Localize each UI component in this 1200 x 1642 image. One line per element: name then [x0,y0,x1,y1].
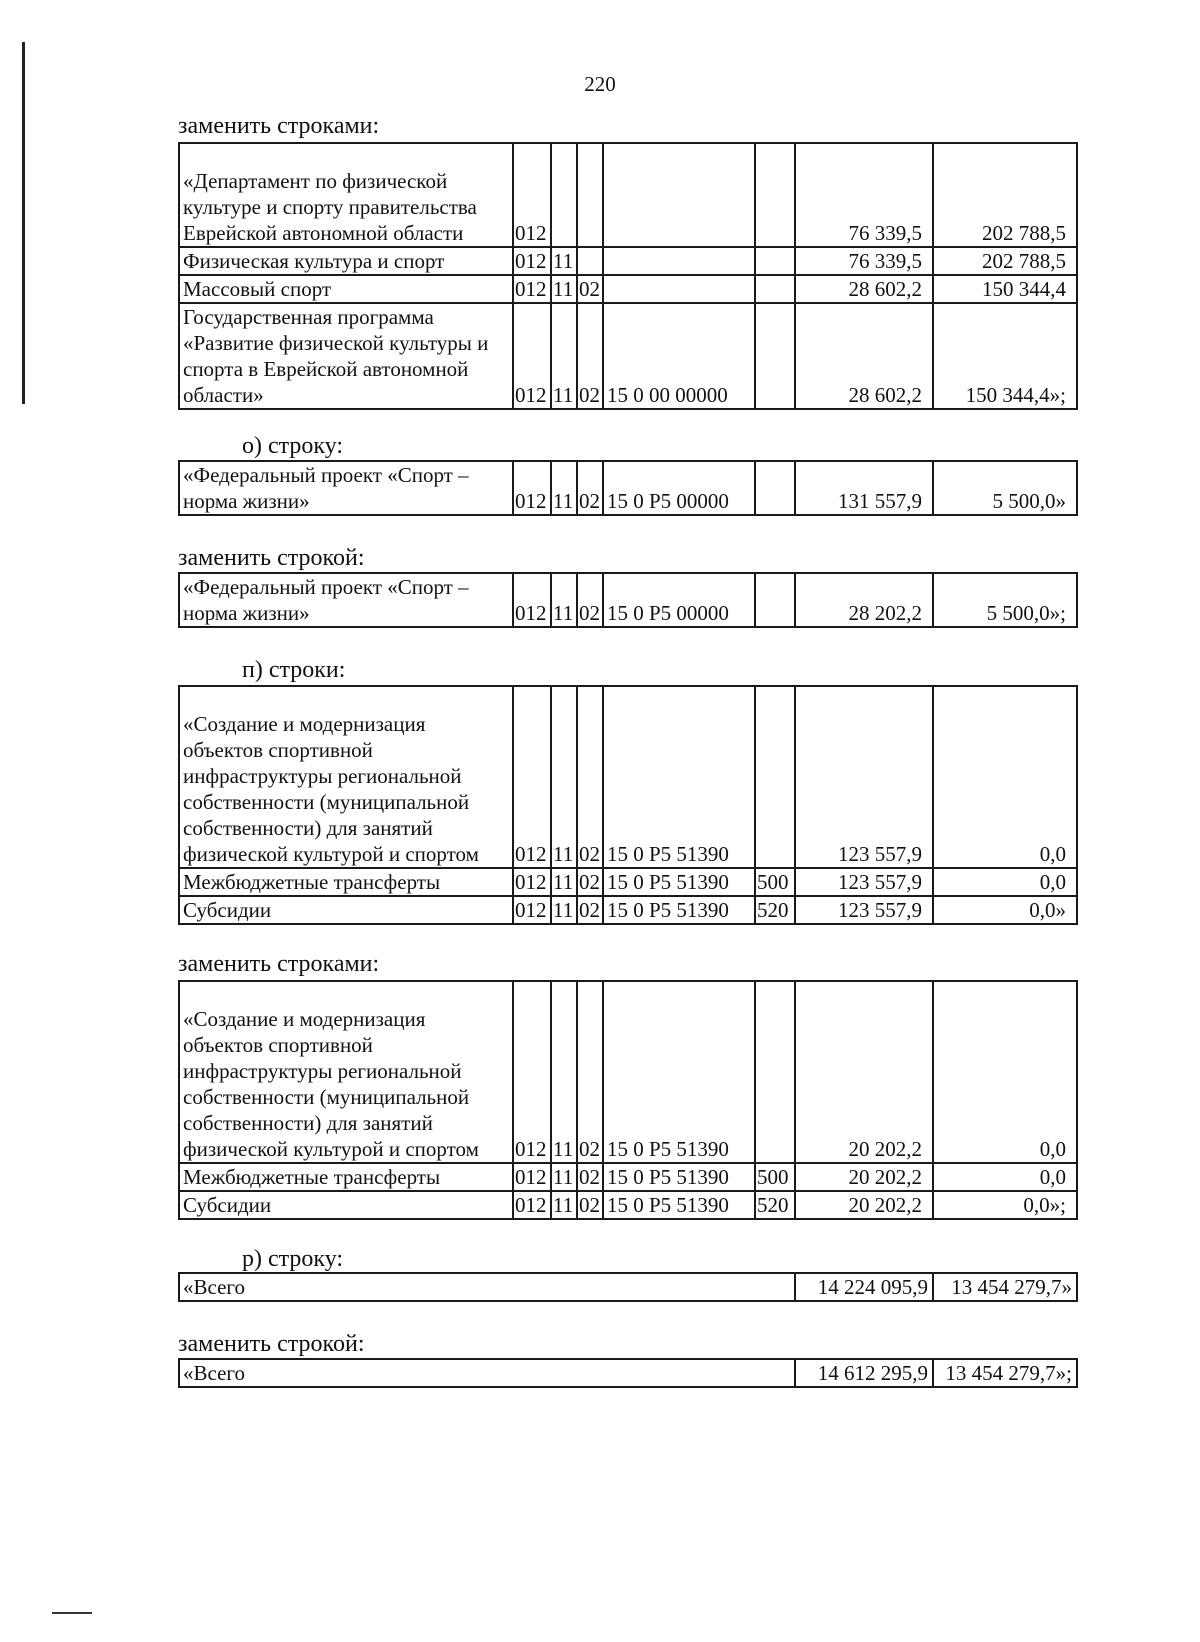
subsection-code-cell: 02 [577,275,603,303]
subsection-code-cell: 02 [577,1163,603,1191]
section-code-cell: 11 [551,247,577,275]
table-row [179,303,1077,409]
amount-year1-cell: 28 602,2 [795,275,933,303]
section-code-cell: 11 [551,981,577,1163]
expense-type-cell: 500 [755,1163,795,1191]
expense-type-cell: 500 [755,868,795,896]
section-heading: о) строку: [242,433,344,459]
row-name-cell: «Департамент по физической культуре и спорту правительства Еврейской автономной области [179,143,513,247]
expense-type-cell [755,981,795,1163]
section-code-cell: 11 [551,303,577,409]
amount-year1-cell: 123 557,9 [795,686,933,868]
subsection-code-cell [577,247,603,275]
row-name-cell: Физическая культура и спорт [179,247,513,275]
section-heading: п) строки: [242,657,346,683]
subsection-code-cell: 02 [577,868,603,896]
row-name-cell: «Создание и модернизация объектов спортивной инфраструктуры региональной собственности (муниципальной собственности) для занятий физической культурой и спортом [179,981,513,1163]
subsection-code-cell: 02 [577,686,603,868]
amount-year1-cell: 76 339,5 [795,247,933,275]
section-code-cell: 11 [551,275,577,303]
budget-table [178,142,1078,410]
amount-year2-cell: 202 788,5 [933,143,1077,247]
total-row [179,1359,1077,1387]
section-heading: заменить строкой: [178,545,365,571]
target-article-cell: 15 0 P5 00000 [603,573,755,627]
amount-year2-cell: 0,0»; [933,1191,1077,1219]
subsection-code-cell: 02 [577,896,603,924]
expense-type-cell [755,303,795,409]
row-name-cell: Субсидии [179,1191,513,1219]
table-row [179,1163,1077,1191]
row-name-cell: Межбюджетные трансферты [179,1163,513,1191]
expense-type-cell: 520 [755,1191,795,1219]
table-row [179,275,1077,303]
ministry-code-cell: 012 [513,143,551,247]
amount-year1-cell: 20 202,2 [795,1191,933,1219]
ministry-code-cell: 012 [513,868,551,896]
target-article-cell: 15 0 P5 00000 [603,461,755,515]
amount-year2-cell: 0,0» [933,896,1077,924]
target-article-cell: 15 0 P5 51390 [603,896,755,924]
subsection-code-cell: 02 [577,573,603,627]
row-name-cell: «Создание и модернизация объектов спортивной инфраструктуры региональной собственности (муниципальной собственности) для занятий физической культурой и спортом [179,686,513,868]
total-amount-year1-cell: 14 224 095,9 [795,1273,933,1301]
amount-year1-cell: 28 602,2 [795,303,933,409]
budget-table [178,685,1078,925]
target-article-cell: 15 0 P5 51390 [603,868,755,896]
total-label-cell: «Всего [179,1359,795,1387]
total-amount-year2-cell: 13 454 279,7» [933,1273,1077,1301]
section-heading: заменить строками: [178,951,380,977]
expense-type-cell [755,275,795,303]
ministry-code-cell: 012 [513,686,551,868]
table-row [179,868,1077,896]
row-name-cell: Субсидии [179,896,513,924]
ministry-code-cell: 012 [513,1163,551,1191]
subsection-code-cell: 02 [577,981,603,1163]
budget-table [178,572,1078,628]
row-name-cell: «Федеральный проект «Спорт – норма жизни» [179,461,513,515]
expense-type-cell [755,461,795,515]
total-label-cell: «Всего [179,1273,795,1301]
amount-year2-cell: 0,0 [933,868,1077,896]
target-article-cell: 15 0 P5 51390 [603,1191,755,1219]
row-name-cell: Межбюджетные трансферты [179,868,513,896]
amount-year2-cell: 0,0 [933,1163,1077,1191]
budget-table [178,460,1078,516]
amount-year2-cell: 150 344,4»; [933,303,1077,409]
amount-year1-cell: 28 202,2 [795,573,933,627]
total-amount-year1-cell: 14 612 295,9 [795,1359,933,1387]
table-row [179,247,1077,275]
amount-year1-cell: 20 202,2 [795,1163,933,1191]
ministry-code-cell: 012 [513,573,551,627]
table-row [179,573,1077,627]
ministry-code-cell: 012 [513,247,551,275]
ministry-code-cell: 012 [513,896,551,924]
section-code-cell: 11 [551,461,577,515]
total-table [178,1272,1078,1302]
target-article-cell: 15 0 00 00000 [603,303,755,409]
table-row [179,143,1077,247]
subsection-code-cell: 02 [577,461,603,515]
target-article-cell: 15 0 P5 51390 [603,686,755,868]
ministry-code-cell: 012 [513,1191,551,1219]
expense-type-cell [755,247,795,275]
amount-year1-cell: 20 202,2 [795,981,933,1163]
table-row [179,1191,1077,1219]
section-heading: заменить строками: [178,113,380,139]
amount-year2-cell: 5 500,0» [933,461,1077,515]
ministry-code-cell: 012 [513,303,551,409]
subsection-code-cell: 02 [577,303,603,409]
row-name-cell: «Федеральный проект «Спорт – норма жизни» [179,573,513,627]
page-number: 220 [584,72,616,96]
section-code-cell: 11 [551,573,577,627]
row-name-cell: Массовый спорт [179,275,513,303]
section-code-cell [551,143,577,247]
amount-year1-cell: 131 557,9 [795,461,933,515]
target-article-cell [603,247,755,275]
amount-year2-cell: 0,0 [933,686,1077,868]
amount-year1-cell: 123 557,9 [795,868,933,896]
amount-year1-cell: 76 339,5 [795,143,933,247]
section-heading: заменить строкой: [178,1331,365,1357]
amount-year2-cell: 150 344,4 [933,275,1077,303]
subsection-code-cell [577,143,603,247]
table-row [179,981,1077,1163]
budget-table [178,980,1078,1220]
expense-type-cell: 520 [755,896,795,924]
amount-year2-cell: 0,0 [933,981,1077,1163]
section-code-cell: 11 [551,868,577,896]
total-table [178,1358,1078,1388]
section-code-cell: 11 [551,686,577,868]
table-row [179,686,1077,868]
table-row [179,461,1077,515]
target-article-cell [603,143,755,247]
target-article-cell: 15 0 P5 51390 [603,1163,755,1191]
expense-type-cell [755,686,795,868]
target-article-cell [603,275,755,303]
total-amount-year2-cell: 13 454 279,7»; [933,1359,1077,1387]
section-code-cell: 11 [551,1191,577,1219]
amount-year1-cell: 123 557,9 [795,896,933,924]
target-article-cell: 15 0 P5 51390 [603,981,755,1163]
row-name-cell: Государственная программа «Развитие физической культуры и спорта в Еврейской автономной области» [179,303,513,409]
table-row [179,896,1077,924]
subsection-code-cell: 02 [577,1191,603,1219]
total-row [179,1273,1077,1301]
amount-year2-cell: 202 788,5 [933,247,1077,275]
expense-type-cell [755,143,795,247]
corner-mark [52,1612,92,1614]
ministry-code-cell: 012 [513,461,551,515]
section-heading: р) строку: [242,1246,344,1272]
ministry-code-cell: 012 [513,981,551,1163]
section-code-cell: 11 [551,1163,577,1191]
expense-type-cell [755,573,795,627]
ministry-code-cell: 012 [513,275,551,303]
section-code-cell: 11 [551,896,577,924]
amount-year2-cell: 5 500,0»; [933,573,1077,627]
